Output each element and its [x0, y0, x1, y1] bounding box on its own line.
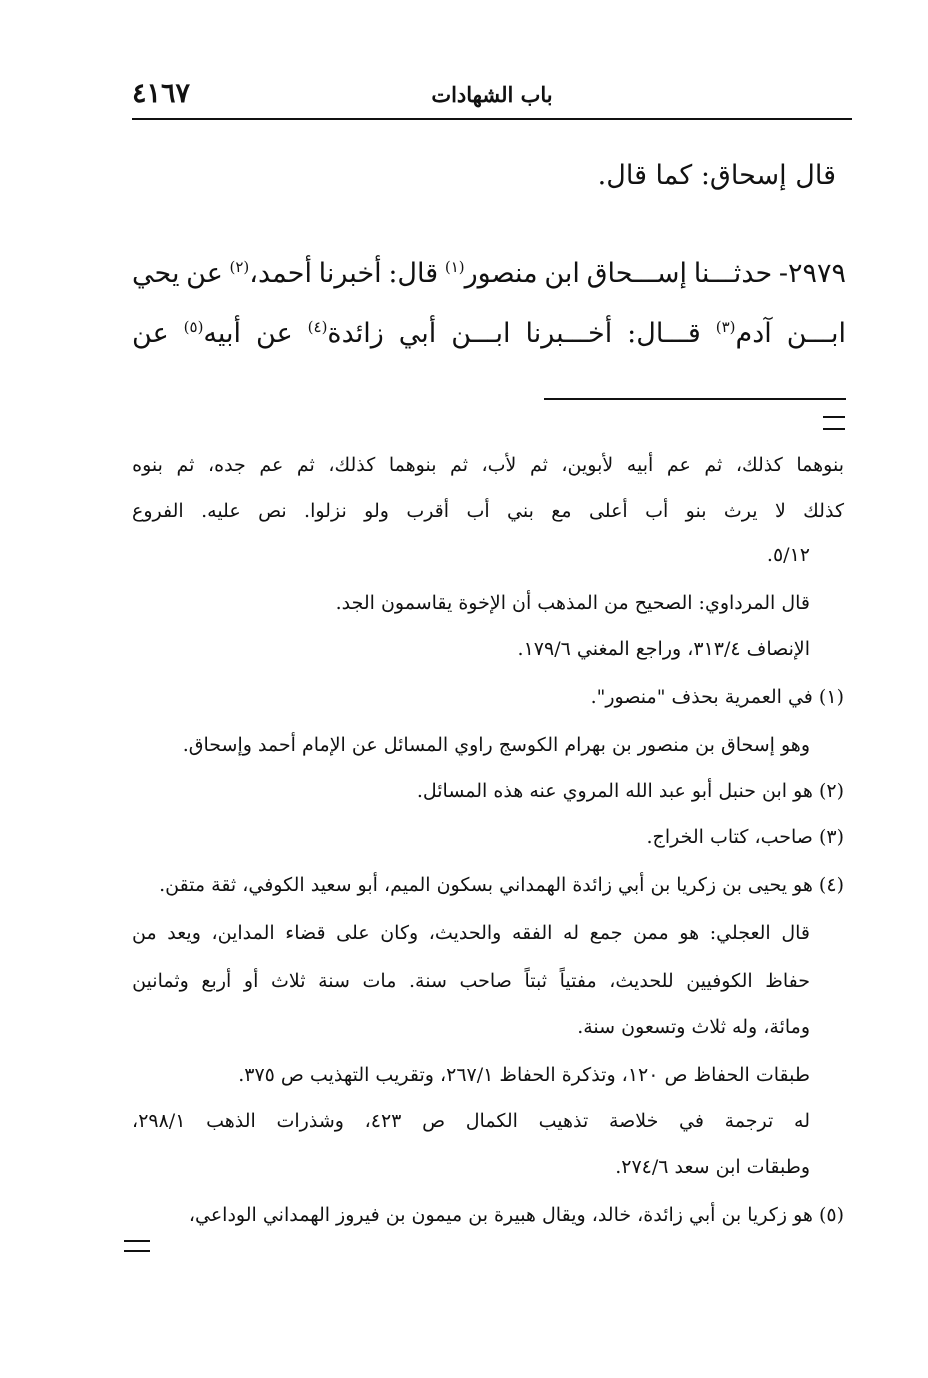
footnote-word: بني	[507, 500, 534, 522]
hadith-line-2	[132, 318, 846, 349]
footnote-word: تذهيب	[538, 1110, 589, 1132]
footnote-insaf: الإنصاف ٣١٣/٤، وراجع المغني ١٧٩/٦.	[517, 638, 810, 660]
footnote-word: عم	[666, 454, 691, 476]
footnote-3: (٣) صاحب، كتاب الخراج.	[646, 826, 844, 848]
footnote-word: كذلك	[803, 500, 844, 522]
footnote-word: كذلك،	[328, 454, 376, 476]
hadith-word: ابـــن	[451, 318, 511, 349]
footnote-word: ثم	[704, 454, 723, 476]
footnote-word: الذهب	[206, 1110, 256, 1132]
footnote-word: هو	[679, 922, 700, 944]
footnote-separator	[544, 398, 846, 400]
footnote-ref: (٣)	[715, 318, 736, 336]
footnote-cont-line	[132, 500, 844, 522]
footnote-word: بنو	[685, 500, 707, 522]
footnote-4-tabaqat: طبقات الحفاظ ص ١٢٠، وتذكرة الحفاظ ٢٦٧/١، وتقريب التهذيب ص ٣٧٥.	[238, 1064, 810, 1086]
hadith-word: منصور$^{(١)}$	[444, 258, 538, 289]
footnote-word: قضاء	[285, 922, 326, 944]
footnote-word: ٤٢٣،	[364, 1110, 402, 1132]
footnote-word: ثم	[450, 454, 468, 476]
footnote-ref: (١)	[444, 258, 465, 276]
footnote-word: له	[563, 922, 579, 944]
footnote-word: الفقه	[511, 922, 553, 944]
footnote-word: مفتياً	[559, 970, 597, 992]
footnote-word: ممن	[633, 922, 669, 944]
footnote-word: بنوه	[132, 454, 163, 476]
footnote-cont-line	[132, 454, 844, 476]
hadith-word: عن	[132, 318, 169, 349]
footnote-word: على	[336, 922, 370, 944]
footnote-word: أربع	[201, 970, 232, 992]
footnote-word: خلاصة	[608, 1110, 659, 1132]
footnote-4-tarjama-line	[132, 1110, 810, 1132]
footnote-word: لا	[774, 500, 786, 522]
footnote-4-tarjama-line: وطبقات ابن سعد ٢٧٤/٦.	[615, 1156, 810, 1178]
footnote-word: سنة	[318, 970, 350, 992]
footnote-word: سنة.	[409, 970, 447, 992]
continuation-mark	[823, 416, 845, 430]
running-header	[132, 72, 852, 116]
footnote-word: العجلي:	[709, 922, 771, 944]
footnote-4-ijli-line	[132, 922, 810, 944]
hadith-word: آدم$^{(٣)}$	[715, 318, 772, 349]
continuation-mark	[124, 1240, 150, 1252]
footnote-word: أبيه	[626, 454, 654, 476]
footnote-word: وثمانين	[132, 970, 189, 992]
footnote-word: عم	[259, 454, 284, 476]
hadith-word: زائدة$^{(٤)}$	[307, 318, 384, 349]
footnote-word: الكمال	[465, 1110, 518, 1132]
footnote-word: صاحب	[459, 970, 512, 992]
footnote-word: ثم	[529, 454, 548, 476]
footnote-word: جمع	[589, 922, 623, 944]
footnote-word: أعلى	[588, 500, 628, 522]
footnote-4-ijli-line: ومائة، وله ثلاث وتسعون سنة.	[577, 1016, 810, 1038]
footnote-ref: (٤)	[307, 318, 328, 336]
footnote-word: أقرب	[406, 500, 450, 522]
footnote-word: مات	[362, 970, 397, 992]
footnote-word: ثبتاً	[524, 970, 547, 992]
footnote-word: أب	[466, 500, 490, 522]
footnote-word: الكوفيين	[686, 970, 753, 992]
footnote-word: لأب،	[481, 454, 517, 476]
footnote-word: وكان	[380, 922, 419, 944]
main-text-line: قال إسحاق: كما قال.	[597, 160, 836, 191]
footnote-1: (١) في العمرية بحذف "منصور".	[590, 686, 844, 708]
footnote-word: بنوهما	[388, 454, 437, 476]
hadith-word: أخـــبرنا	[525, 318, 613, 349]
footnote-word: ص	[422, 1110, 446, 1132]
hadith-word: عن	[186, 258, 223, 289]
hadith-word: ٢٩٧٩-	[778, 258, 846, 289]
footnote-word: حفاظ	[765, 970, 810, 992]
footnote-mardawi: قال المرداوي: الصحيح من المذهب أن الإخوة يقاسمون الجد.	[335, 592, 810, 614]
header-rule	[132, 118, 852, 120]
footnote-word: كذلك،	[735, 454, 783, 476]
footnote-word: جده،	[207, 454, 246, 476]
footnote-5: (٥) هو زكريا بن أبي زائدة، خالد، ويقال هبيرة بن ميمون بن فيروز الهمداني الوداعي،	[188, 1204, 844, 1226]
footnote-word: بنوهما	[796, 454, 844, 476]
hadith-word: أحمد،$^{(٢)}$	[229, 258, 312, 289]
hadith-word: عن	[256, 318, 293, 349]
footnote-word: من	[132, 922, 157, 944]
chapter-title: باب الشهادات	[431, 82, 553, 107]
footnote-word: يرث	[723, 500, 758, 522]
footnote-word: وشذرات	[276, 1110, 344, 1132]
footnote-word: قال	[781, 922, 810, 944]
hadith-word: قـــال:	[627, 318, 701, 349]
hadith-word: حدثـــنا	[693, 258, 773, 289]
footnote-word: أب	[645, 500, 669, 522]
footnote-4: (٤) هو يحيى بن زكريا بن أبي زائدة الهمداني بسكون الميم، أبو سعيد الكوفي، ثقة متقن.	[159, 874, 844, 896]
hadith-word: قال:	[388, 258, 439, 289]
footnote-word: ترجمة	[724, 1110, 774, 1132]
footnote-word: نزلوا.	[304, 500, 347, 522]
footnote-word: لأبوين،	[561, 454, 614, 476]
footnote-word: ٢٩٨/١،	[132, 1110, 186, 1132]
footnote-word: الفروع	[132, 500, 184, 522]
footnote-word: مع	[551, 500, 572, 522]
hadith-word: أبي	[398, 318, 437, 349]
footnote-word: المداين،	[211, 922, 275, 944]
footnote-word: ثم	[176, 454, 195, 476]
footnote-word: ثلاث	[270, 970, 306, 992]
footnote-word: والحديث،	[428, 922, 502, 944]
footnote-word: في	[679, 1110, 704, 1132]
hadith-word: إســـحاق	[586, 258, 688, 289]
footnote-ref: (٢)	[229, 258, 250, 276]
footnote-word: عليه.	[201, 500, 241, 522]
footnote-word: للحديث،	[609, 970, 674, 992]
footnote-word: أو	[243, 970, 259, 992]
footnote-word: نص	[258, 500, 287, 522]
hadith-word: يحي	[132, 258, 180, 289]
footnote-word: له	[794, 1110, 810, 1132]
hadith-word: ابن	[544, 258, 580, 289]
footnote-4-ijli-line	[132, 970, 810, 992]
hadith-word: أبيه$^{(٥)}$	[183, 318, 242, 349]
footnote-ref: (٥)	[183, 318, 204, 336]
footnote-1-detail: وهو إسحاق بن منصور بن بهرام الكوسج راوي المسائل عن الإمام أحمد وإسحاق.	[182, 734, 810, 756]
page-number: ٤١٦٧	[132, 78, 191, 109]
hadith-word: أخبرنا	[318, 258, 382, 289]
hadith-line-1	[132, 258, 846, 289]
hadith-word: ابـــن	[786, 318, 846, 349]
footnote-word: ويعد	[167, 922, 201, 944]
footnote-cont-line: ٥/١٢.	[766, 544, 810, 566]
footnote-word: ثم	[296, 454, 315, 476]
footnote-word: ولو	[364, 500, 389, 522]
footnote-2: (٢) هو ابن حنبل أبو عبد الله المروي عنه هذه المسائل.	[416, 780, 844, 802]
